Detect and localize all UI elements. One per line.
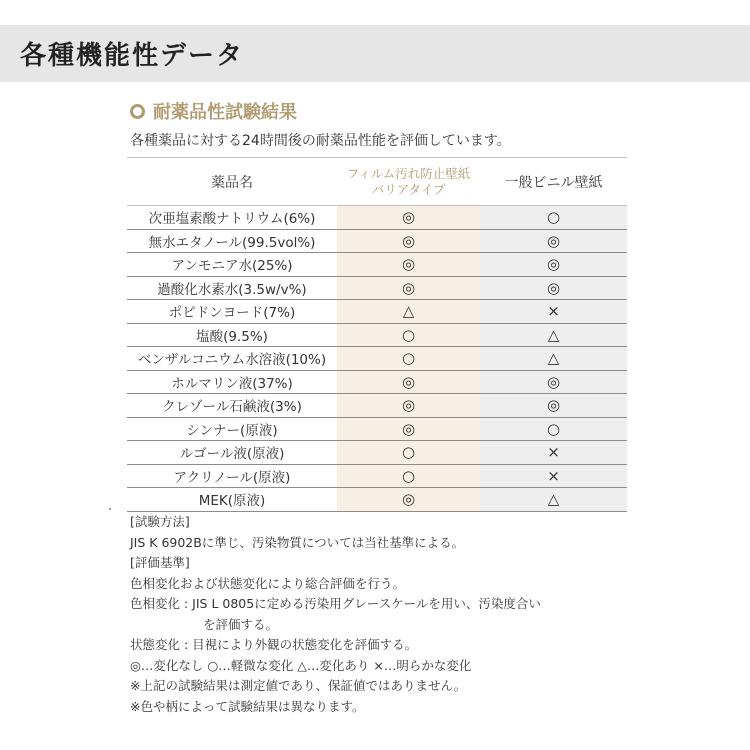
film-rating-cell: ○ xyxy=(337,441,480,465)
table-row xyxy=(127,253,627,277)
vinyl-rating-cell: ○ xyxy=(480,417,627,441)
table-row xyxy=(127,206,627,230)
chemical-name-cell: クレゾール石鹸液(3%) xyxy=(127,394,337,418)
vinyl-rating-cell: × xyxy=(480,300,627,324)
rating-legend: ◎…変化なし ○…軽微な変化 △…変化あり ×…明らかな変化 xyxy=(130,657,472,673)
section-title: 耐薬品性試験結果 xyxy=(153,102,297,123)
chemical-name-cell: ホルマリン液(37%) xyxy=(127,370,337,394)
chemical-name-cell: ベンザルコニウム水溶液(10%) xyxy=(127,347,337,371)
vinyl-rating-cell: ○ xyxy=(480,206,627,230)
criteria-text-3: 状態変化 : 目視により外観の状態変化を評価する。 xyxy=(130,637,418,652)
film-rating-cell: ◎ xyxy=(337,370,480,394)
chemical-name-cell: アクリノール(原液) xyxy=(127,464,337,488)
table-row xyxy=(127,300,627,324)
section-heading xyxy=(130,98,297,124)
notes xyxy=(130,512,541,717)
page-title: 各種機能性データ xyxy=(20,41,245,71)
divider-dot xyxy=(109,508,111,510)
chemical-name-cell: 次亜塩素酸ナトリウム(6%) xyxy=(127,206,337,230)
criteria-text-2b: を評価する。 xyxy=(203,616,279,632)
table-row xyxy=(127,394,627,418)
method-label: [試験方法] xyxy=(130,514,190,529)
column-header-film-line1: フィルム汚れ防止壁紙 xyxy=(346,165,471,181)
film-rating-cell: △ xyxy=(337,300,480,324)
vinyl-rating-cell: × xyxy=(480,464,627,488)
chemical-name-cell: シンナー(原液) xyxy=(127,417,337,441)
column-header-film xyxy=(337,158,480,206)
film-rating-cell: ◎ xyxy=(337,229,480,253)
vinyl-rating-cell: ◎ xyxy=(480,370,627,394)
vinyl-rating-cell: ◎ xyxy=(480,394,627,418)
film-rating-cell: ◎ xyxy=(337,206,480,230)
film-rating-cell: ◎ xyxy=(337,276,480,300)
column-header-chemical: 薬品名 xyxy=(127,158,337,206)
vinyl-rating-cell: ◎ xyxy=(480,276,627,300)
vinyl-rating-cell: △ xyxy=(480,323,627,347)
table-row xyxy=(127,229,627,253)
film-rating-cell: ◎ xyxy=(337,417,480,441)
vinyl-rating-cell: △ xyxy=(480,488,627,512)
vinyl-rating-cell: ◎ xyxy=(480,229,627,253)
table-row xyxy=(127,276,627,300)
disclaimer-2: ※色や柄によって試験結果は異なります。 xyxy=(130,698,365,714)
method-text: JIS K 6902Bに準じ、汚染物質については当社基準による。 xyxy=(130,534,465,550)
table-row xyxy=(127,370,627,394)
table-header-row xyxy=(127,158,627,206)
chemical-name-cell: ルゴール液(原液) xyxy=(127,441,337,465)
vinyl-rating-cell: ◎ xyxy=(480,253,627,277)
table-row xyxy=(127,417,627,441)
table-row xyxy=(127,464,627,488)
film-rating-cell: ○ xyxy=(337,464,480,488)
column-header-film-line2: バリアタイプ xyxy=(371,181,446,197)
chemical-name-cell: 過酸化水素水(3.5w/v%) xyxy=(127,276,337,300)
vinyl-rating-cell: × xyxy=(480,441,627,465)
ring-bullet-icon xyxy=(130,104,145,119)
column-header-vinyl: 一般ビニル壁紙 xyxy=(480,158,627,206)
chemical-name-cell: ポピドンヨード(7%) xyxy=(127,300,337,324)
film-rating-cell: ○ xyxy=(337,323,480,347)
disclaimer-1: ※上記の試験結果は測定値であり、保証値ではありません。 xyxy=(130,678,467,693)
chemical-name-cell: アンモニア水(25%) xyxy=(127,253,337,277)
film-rating-cell: ○ xyxy=(337,347,480,371)
chemical-resistance-table xyxy=(127,157,627,512)
criteria-label: [評価基準] xyxy=(130,555,190,570)
table-row xyxy=(127,347,627,371)
chemical-name-cell: MEK(原液) xyxy=(127,488,337,512)
chemical-name-cell: 塩酸(9.5%) xyxy=(127,323,337,347)
chemical-name-cell: 無水エタノール(99.5vol%) xyxy=(127,229,337,253)
film-rating-cell: ◎ xyxy=(337,253,480,277)
table-row xyxy=(127,488,627,512)
vinyl-rating-cell: △ xyxy=(480,347,627,371)
film-rating-cell: ◎ xyxy=(337,488,480,512)
film-rating-cell: ◎ xyxy=(337,394,480,418)
criteria-text-1: 色相変化および状態変化により総合評価を行う。 xyxy=(130,575,406,591)
table-row xyxy=(127,323,627,347)
intro-text: 各種薬品に対する24時間後の耐薬品性能を評価しています。 xyxy=(130,133,511,149)
criteria-text-2: 色相変化 : JIS L 0805に定める汚染用グレースケールを用い、汚染度合い xyxy=(130,596,541,611)
table-row xyxy=(127,441,627,465)
